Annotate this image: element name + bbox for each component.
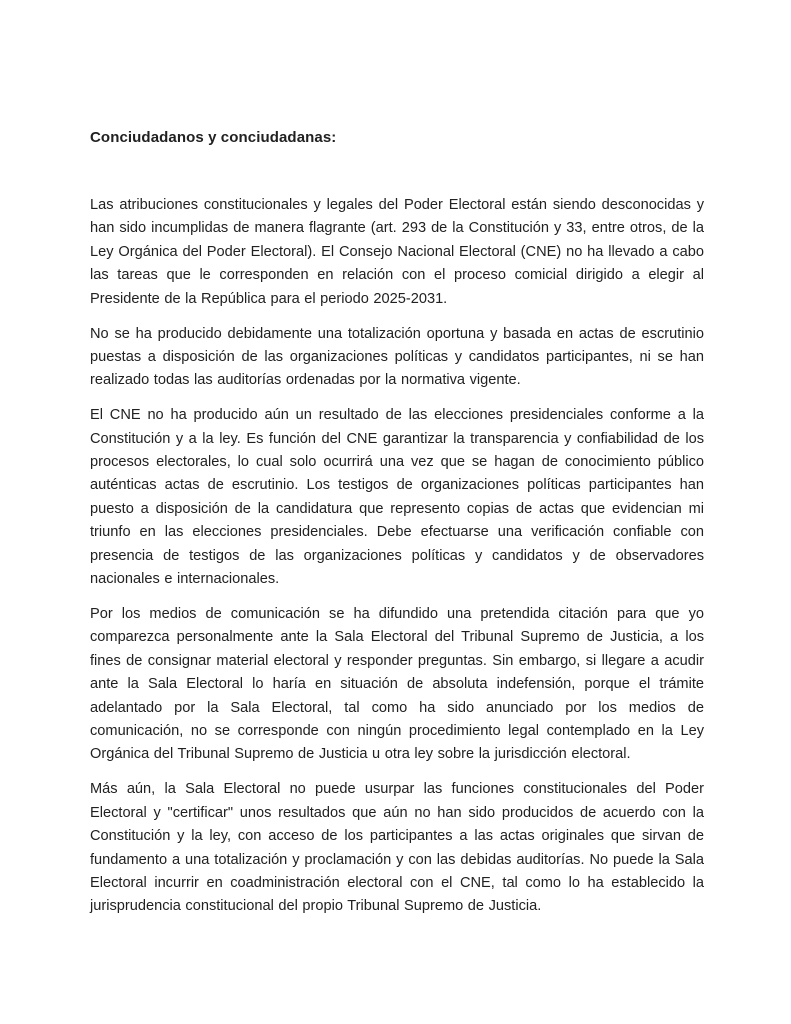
- paragraph-citation-sala-electoral: Por los medios de comunicación se ha difundido una pretendida citación para que yo comparezca personalmente ante la Sala Electoral del Tribunal Supremo de Justicia, a los fines de consignar material electoral y responder preguntas. Sin embargo, si llegare a acudir ante la Sala Electoral lo haría en situación de absoluta indefensión, porque el trámite adelantado por la Sala Electoral, tal como ha sido anunciado por los medios de comunicación, no se corresponde con ningún procedimiento legal contemplado en la Ley Orgánica del Tribunal Supremo de Justicia u otra ley sobre la jurisdicción electoral.: [90, 606, 704, 763]
- paragraph-electoral-attributions: Las atribuciones constitucionales y legales del Poder Electoral están siendo desconocidas y han sido incumplidas de manera flagrante (art. 293 de la Constitución y 33, entre otros, de la Ley Orgánica del Poder Electoral). El Consejo Nacional Electoral (CNE) no ha llevado a cabo las tareas que le corresponden en relación con el proceso comicial dirigido a elegir al Presidente de la República para el periodo 2025-2031.: [90, 197, 704, 307]
- paragraph-cne-results: El CNE no ha producido aún un resultado de las elecciones presidenciales conforme a la Constitución y a la ley. Es función del CNE garantizar la transparencia y confiabilidad de los procesos electorales, lo cual solo ocurrirá una vez que se hagan de conocimiento público auténticas actas de escrutinio. Los testigos de organizaciones políticas participantes han puesto a disposición de la candidatura que represento copias de actas que evidencian mi triunfo en las elecciones presidenciales. Debe efectuarse una verificación confiable con presencia de testigos de las organizaciones políticas y candidatos y de observadores nacionales e internacionales.: [90, 407, 704, 588]
- salutation-heading: Conciudadanos y conciudadanas:: [90, 129, 337, 146]
- document-body: [90, 126, 704, 930]
- paragraph-totalization: No se ha producido debidamente una totalización oportuna y basada en actas de escrutinio puestas a disposición de las organizaciones políticas y candidatos participantes, ni se han realizado todas las auditorías ordenadas por la normativa vigente.: [90, 325, 704, 389]
- paragraph-usurpation: Más aún, la Sala Electoral no puede usurpar las funciones constitucionales del Poder Electoral y "certificar" unos resultados que aún no han sido producidos de acuerdo con la Constitución y la ley, con acceso de los participantes a las actas originales que sirvan de fundamento a una totalización y proclamación y con las debidas auditorías. No puede la Sala Electoral incurrir en coadministración electoral con el CNE, tal como lo ha establecido la jurisprudencia constitucional del propio Tribunal Supremo de Justicia.: [90, 781, 704, 915]
